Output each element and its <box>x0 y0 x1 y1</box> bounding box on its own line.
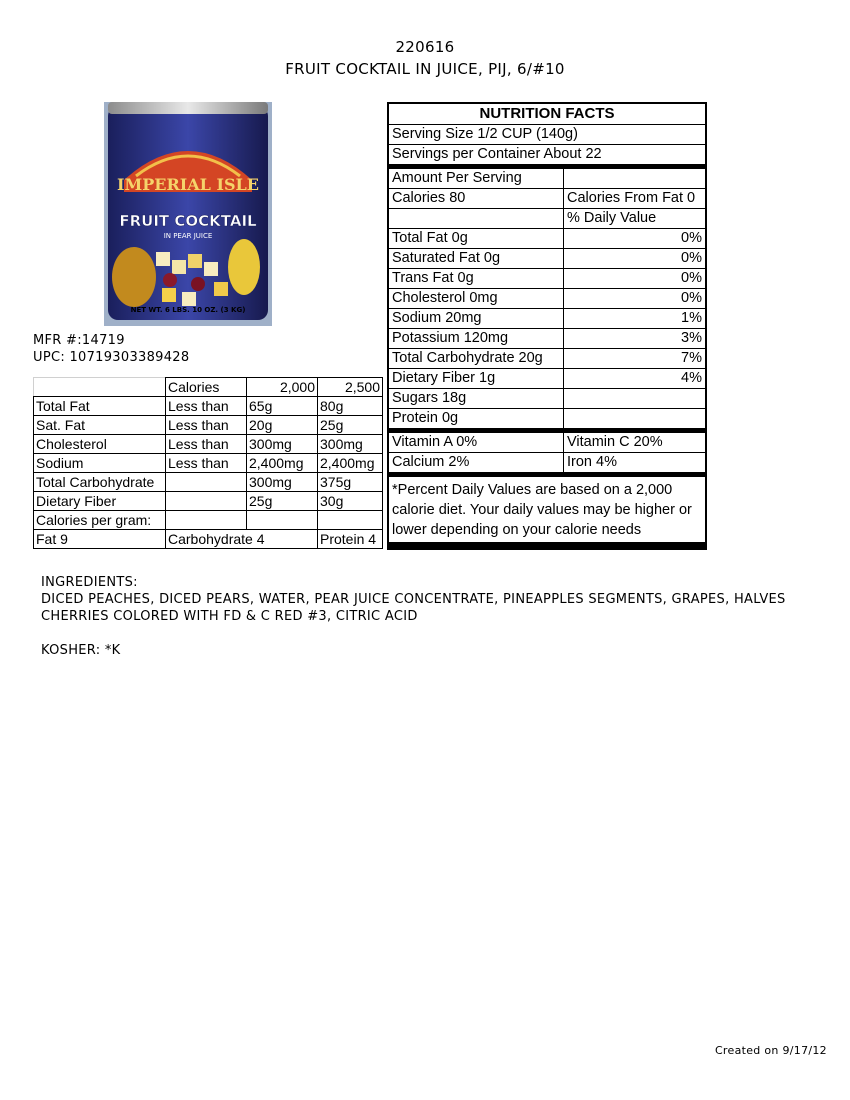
vitamin-c: Vitamin C 20% <box>567 434 663 450</box>
table-row <box>34 435 383 454</box>
ingredients-label: INGREDIENTS: <box>41 575 138 590</box>
table-cell: 65g <box>247 397 318 416</box>
nutrient-label: Potassium 120mg <box>389 329 564 348</box>
table-cell: Sodium <box>34 454 166 473</box>
nutrient-dv: 7% <box>681 350 702 366</box>
table-cell: 25g <box>247 492 318 511</box>
nutrient-label: Dietary Fiber 1g <box>389 369 564 388</box>
kosher-info: KOSHER: *K <box>41 643 121 658</box>
table-row <box>34 530 383 549</box>
table-cell: Total Carbohydrate <box>34 473 166 492</box>
table-row <box>34 473 383 492</box>
nutrition-heading: NUTRITION FACTS <box>389 104 705 125</box>
table-cell: Cholesterol <box>34 435 166 454</box>
table-cell: Sat. Fat <box>34 416 166 435</box>
nutrient-label: Saturated Fat 0g <box>389 249 564 268</box>
brand-text: IMPERIAL ISLE <box>117 175 259 194</box>
nutrient-dv: 0% <box>681 290 702 306</box>
nutrition-facts-panel <box>387 102 707 550</box>
nutrient-dv <box>564 389 705 408</box>
ingredients-section <box>41 574 801 625</box>
table-cell: 2,000 <box>247 378 318 397</box>
mfr-number: MFR #:14719 <box>33 333 125 348</box>
table-cell: 2,500 <box>318 378 383 397</box>
item-name: FRUIT COCKTAIL IN JUICE, PIJ, 6/#10 <box>285 60 565 78</box>
table-cell: 2,400mg <box>318 454 383 473</box>
table-cell: Carbohydrate 4 <box>166 530 318 549</box>
iron: Iron 4% <box>567 454 617 470</box>
product-text: FRUIT COCKTAIL <box>119 212 257 230</box>
nutrient-label: Total Fat 0g <box>389 229 564 248</box>
table-cell: Less than <box>166 454 247 473</box>
table-cell <box>166 511 247 530</box>
table-cell: 80g <box>318 397 383 416</box>
table-cell: 25g <box>318 416 383 435</box>
ingredients-text: DICED PEACHES, DICED PEARS, WATER, PEAR JUICE CONCENTRATE, PINEAPPLES SEGMENTS, GRAPES, HALVES CHERRIES COLORED WITH FD & C RED #3, CITRIC ACID <box>41 592 786 624</box>
table-cell: Less than <box>166 416 247 435</box>
table-cell: Dietary Fiber <box>34 492 166 511</box>
table-cell: 375g <box>318 473 383 492</box>
table-cell: 300mg <box>318 435 383 454</box>
nutrient-dv <box>564 409 705 428</box>
table-row <box>34 378 383 397</box>
table-cell: Less than <box>166 435 247 454</box>
product-image <box>104 102 272 326</box>
nutrient-label: Sodium 20mg <box>389 309 564 328</box>
table-cell: Total Fat <box>34 397 166 416</box>
amount-per-serving: Amount Per Serving <box>389 169 564 188</box>
daily-value-table <box>33 377 383 549</box>
nutrient-label: Total Carbohydrate 20g <box>389 349 564 368</box>
item-code: 220616 <box>395 38 455 56</box>
brand-logo <box>117 175 259 194</box>
nutrient-dv: 0% <box>681 270 702 286</box>
table-cell: Calories <box>166 378 247 397</box>
table-cell: Calories per gram: <box>34 511 166 530</box>
calories: Calories 80 <box>389 189 564 208</box>
nutrient-label: Cholesterol 0mg <box>389 289 564 308</box>
table-cell: 20g <box>247 416 318 435</box>
serving-size: Serving Size 1/2 CUP (140g) <box>392 126 578 142</box>
nutrient-label: Protein 0g <box>389 409 564 428</box>
calcium: Calcium 2% <box>389 453 564 472</box>
vitamin-a: Vitamin A 0% <box>389 433 564 452</box>
net-weight: NET WT. 6 LBS. 10 OZ. (3 KG) <box>130 306 246 314</box>
table-cell: Fat 9 <box>34 530 166 549</box>
nutrient-dv: 0% <box>681 250 702 266</box>
table-cell: 300mg <box>247 473 318 492</box>
table-row <box>34 416 383 435</box>
nutrient-label: Trans Fat 0g <box>389 269 564 288</box>
table-cell: Less than <box>166 397 247 416</box>
table-cell <box>34 378 166 397</box>
servings-per-container: Servings per Container About 22 <box>392 146 602 162</box>
created-date: Created on 9/17/12 <box>714 1044 827 1057</box>
product-subtitle: IN PEAR JUICE <box>163 232 213 240</box>
nutrient-dv: 3% <box>681 330 702 346</box>
table-row <box>34 492 383 511</box>
table-cell <box>247 511 318 530</box>
table-row <box>34 397 383 416</box>
nutrient-dv: 0% <box>681 230 702 246</box>
nutrient-dv: 1% <box>681 310 702 326</box>
nutrient-dv: 4% <box>681 370 702 386</box>
nutrient-label: Sugars 18g <box>389 389 564 408</box>
table-cell: 300mg <box>247 435 318 454</box>
table-row <box>34 454 383 473</box>
daily-value-header: % Daily Value <box>567 210 657 226</box>
table-cell: 2,400mg <box>247 454 318 473</box>
table-cell <box>166 473 247 492</box>
table-cell: 30g <box>318 492 383 511</box>
upc-number: UPC: 10719303389428 <box>33 350 190 365</box>
table-cell <box>318 511 383 530</box>
table-row <box>34 511 383 530</box>
table-cell <box>166 492 247 511</box>
calories-from-fat: Calories From Fat 0 <box>567 190 696 206</box>
daily-value-footnote: *Percent Daily Values are based on a 2,000 calorie diet. Your daily values may be higher or lower depending on your calorie needs <box>389 477 705 548</box>
table-cell: Protein 4 <box>318 530 383 549</box>
